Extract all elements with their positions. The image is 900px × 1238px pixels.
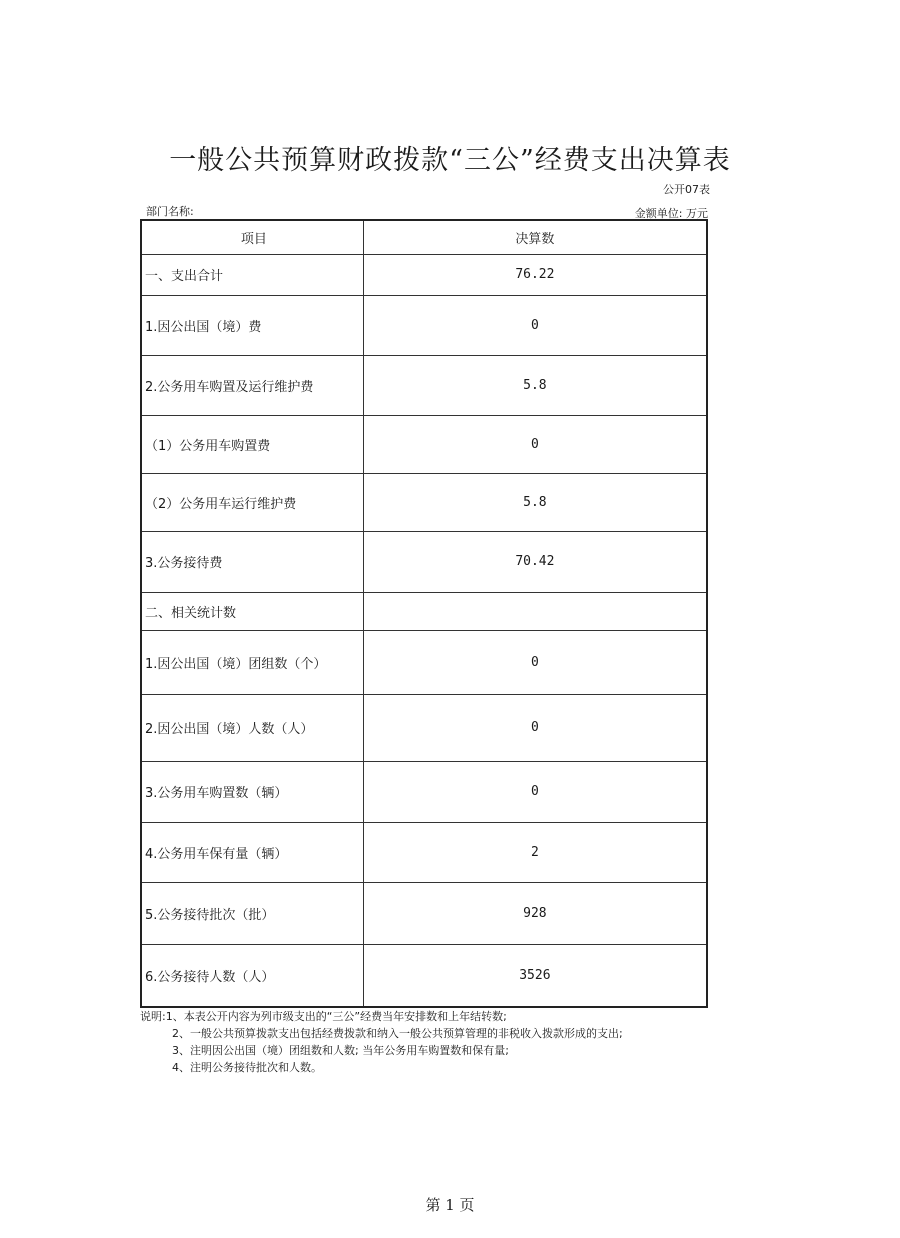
note-line: 2、一般公共预算拨款支出包括经费拨款和纳入一般公共预算管理的非税收入拨款形成的支出; [172,1027,623,1040]
table-row [141,822,707,882]
row-label: 3.公务用车购置数（辆） [141,761,363,822]
notes-section [140,1008,623,1076]
header-item: 项目 [141,220,363,254]
row-value: 0 [363,761,707,822]
table-row [141,761,707,822]
row-label: 3.公务接待费 [141,531,363,592]
page-number: 第 1 页 [425,1196,475,1214]
table-row [141,944,707,1007]
row-label: 1.因公出国（境）团组数（个） [141,630,363,694]
table-row [141,355,707,415]
row-value: 0 [363,295,707,355]
row-label: （1）公务用车购置费 [141,415,363,473]
department-name-label: 部门名称: [146,205,194,218]
row-label: 6.公务接待人数（人） [141,944,363,1007]
table-row [141,295,707,355]
table-row [141,473,707,531]
row-label: 2.公务用车购置及运行维护费 [141,355,363,415]
row-value: 76.22 [363,254,707,295]
row-label: 二、相关统计数 [141,592,363,630]
note-line: 3、注明因公出国（境）团组数和人数; 当年公务用车购置数和保有量; [172,1044,509,1057]
row-label: （2）公务用车运行维护费 [141,473,363,531]
row-value: 0 [363,694,707,761]
table-row [141,694,707,761]
amount-unit-label: 金额单位: 万元 [634,207,708,220]
table-row [141,592,707,630]
expenditure-table [140,219,708,1008]
row-value: 5.8 [363,355,707,415]
row-value: 928 [363,882,707,944]
row-label: 一、支出合计 [141,254,363,295]
table-row [141,630,707,694]
row-label: 2.因公出国（境）人数（人） [141,694,363,761]
row-label: 4.公务用车保有量（辆） [141,822,363,882]
note-line: 4、注明公务接待批次和人数。 [172,1061,322,1074]
table-row [141,882,707,944]
row-value: 5.8 [363,473,707,531]
row-value: 2 [363,822,707,882]
page-title: 一般公共预算财政拨款“三公”经费支出决算表 [169,145,731,176]
table-row [141,254,707,295]
row-value [363,592,707,630]
table-row [141,415,707,473]
row-value: 70.42 [363,531,707,592]
row-label: 1.因公出国（境）费 [141,295,363,355]
row-value: 3526 [363,944,707,1007]
row-value: 0 [363,630,707,694]
note-line: 说明:1、本表公开内容为列市级支出的“三公”经费当年安排数和上年结转数; [140,1010,507,1023]
table-row [141,531,707,592]
table-header-row [141,220,707,254]
form-id-label: 公开07表 [663,183,710,196]
header-amount: 决算数 [363,220,707,254]
row-label: 5.公务接待批次（批） [141,882,363,944]
row-value: 0 [363,415,707,473]
